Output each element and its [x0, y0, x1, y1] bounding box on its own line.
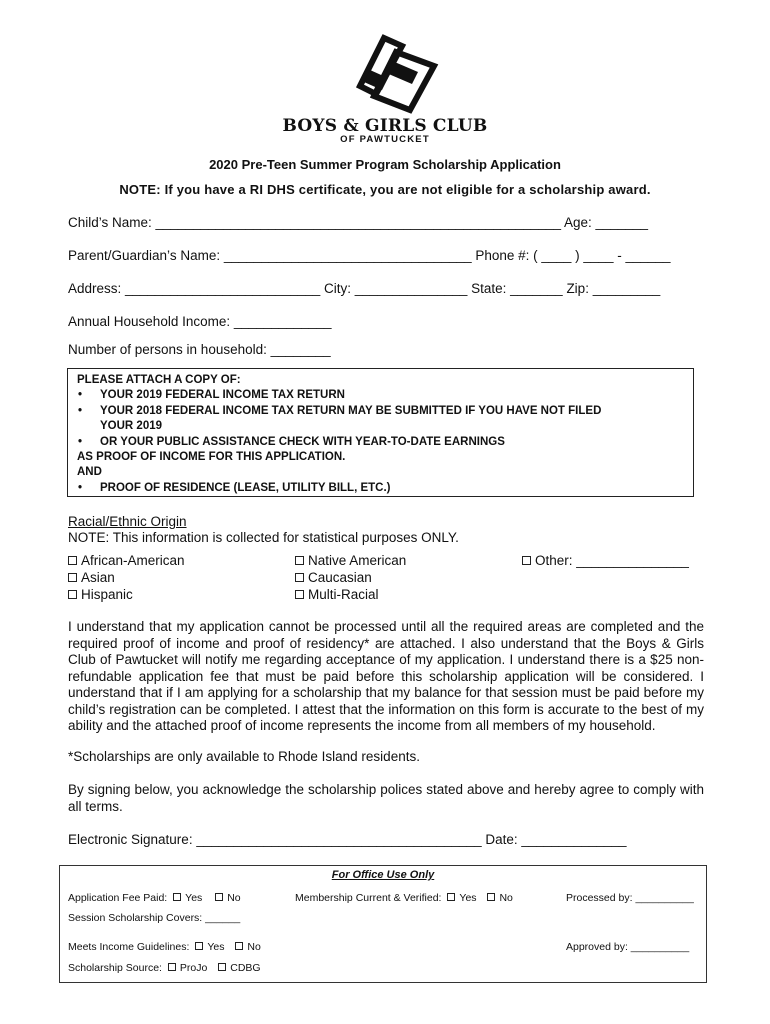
acknowledgement-statement: I understand that my application cannot be processed until all the required areas are completed and the required proof of income and proof of residency* are attached. I also understand that the Boys & Girls Club of Pawtucket will notify me regarding acceptance of my application. I understand there is a $25 non-refundable application fee that must be paid before this scholarship application will be considered. I understand that if I am applying for a scholarship that my balance for that session must be paid before my child’s registration can be completed. I attest that the information on this form is accurate to the best of my ability and the attached proof of income represents the income from all members of my household.	[68, 619, 704, 733]
checkbox-icon[interactable]	[295, 590, 304, 599]
option-other[interactable]: Other: _______________	[522, 552, 689, 569]
ethnic-heading: Racial/Ethnic Origin	[68, 514, 187, 529]
attach-requirements-box	[67, 368, 694, 497]
scholarship-source-row: Scholarship Source: ProJo CDBG	[68, 962, 261, 974]
checkbox-icon[interactable]	[68, 573, 77, 582]
agreement-text: By signing below, you acknowledge the scholarship polices stated above and hereby agree to comply with all terms.	[68, 782, 704, 814]
membership-row: Membership Current & Verified: Yes No	[295, 892, 513, 904]
checkbox-icon[interactable]	[295, 573, 304, 582]
approved-by-field[interactable]: Approved by: __________	[566, 941, 690, 953]
income-field[interactable]: Annual Household Income: _____________	[68, 314, 332, 329]
household-persons-field[interactable]: Number of persons in household: ________	[68, 342, 331, 357]
form-title: 2020 Pre-Teen Summer Program Scholarship Application	[209, 157, 561, 172]
option-hispanic[interactable]: Hispanic	[68, 586, 133, 603]
signature-field[interactable]: Electronic Signature: ______________________________________ Date: ______________	[68, 832, 627, 847]
parent-name-field[interactable]: Parent/Guardian’s Name: _________________________________ Phone #: ( ____ ) ____ - ______	[68, 248, 671, 263]
option-caucasian[interactable]: Caucasian	[295, 569, 372, 586]
address-field[interactable]: Address: __________________________ City: _______________ State: _______ Zip: _________	[68, 281, 661, 296]
checkbox-icon[interactable]	[173, 893, 181, 901]
checkbox-icon[interactable]	[522, 556, 531, 565]
attach-item: YOUR 2018 FEDERAL INCOME TAX RETURN MAY BE SUBMITTED IF YOU HAVE NOT FILED	[100, 405, 602, 417]
attach-item: YOUR 2019 FEDERAL INCOME TAX RETURN	[100, 389, 345, 401]
option-native-american[interactable]: Native American	[295, 552, 406, 569]
boys-girls-club-logo	[330, 30, 442, 116]
org-subname: OF PAWTUCKET	[340, 134, 430, 145]
bullet-icon: •	[78, 482, 83, 494]
bullet-icon: •	[78, 405, 83, 417]
checkbox-icon[interactable]	[215, 893, 223, 901]
attach-item: PROOF OF RESIDENCE (LEASE, UTILITY BILL, ETC.)	[100, 482, 391, 494]
checkbox-icon[interactable]	[235, 942, 243, 950]
checkbox-icon[interactable]	[295, 556, 304, 565]
eligibility-note: NOTE: If you have a RI DHS certificate, you are not eligible for a scholarship award.	[119, 182, 651, 197]
bullet-icon: •	[78, 389, 83, 401]
checkbox-icon[interactable]	[68, 556, 77, 565]
attach-item-cont: YOUR 2019	[100, 420, 163, 432]
org-name: BOYS & GIRLS CLUB	[282, 116, 488, 136]
attach-line: AS PROOF OF INCOME FOR THIS APPLICATION.	[77, 451, 346, 463]
ethnic-note: NOTE: This information is collected for statistical purposes ONLY.	[68, 530, 459, 545]
session-covers-field[interactable]: Session Scholarship Covers: ______	[68, 912, 241, 924]
ri-residents-note: *Scholarships are only available to Rhode Island residents.	[68, 749, 420, 764]
bullet-icon: •	[78, 436, 83, 448]
attach-item: OR YOUR PUBLIC ASSISTANCE CHECK WITH YEAR-TO-DATE EARNINGS	[100, 436, 505, 448]
attach-line: AND	[77, 466, 102, 478]
option-african-american[interactable]: African-American	[68, 552, 185, 569]
option-multi-racial[interactable]: Multi-Racial	[295, 586, 379, 603]
office-use-box	[59, 865, 707, 983]
child-name-field[interactable]: Child’s Name: ______________________________________________________ Age: _______	[68, 215, 649, 230]
checkbox-icon[interactable]	[195, 942, 203, 950]
processed-by-field[interactable]: Processed by: __________	[566, 892, 694, 904]
income-guidelines-row: Meets Income Guidelines: Yes No	[68, 941, 261, 953]
checkbox-icon[interactable]	[218, 963, 226, 971]
office-use-title: For Office Use Only	[331, 869, 435, 881]
checkbox-icon[interactable]	[487, 893, 495, 901]
fee-paid-row: Application Fee Paid: Yes No	[68, 892, 241, 904]
attach-heading: PLEASE ATTACH A COPY OF:	[77, 374, 241, 386]
checkbox-icon[interactable]	[447, 893, 455, 901]
checkbox-icon[interactable]	[168, 963, 176, 971]
option-asian[interactable]: Asian	[68, 569, 115, 586]
checkbox-icon[interactable]	[68, 590, 77, 599]
